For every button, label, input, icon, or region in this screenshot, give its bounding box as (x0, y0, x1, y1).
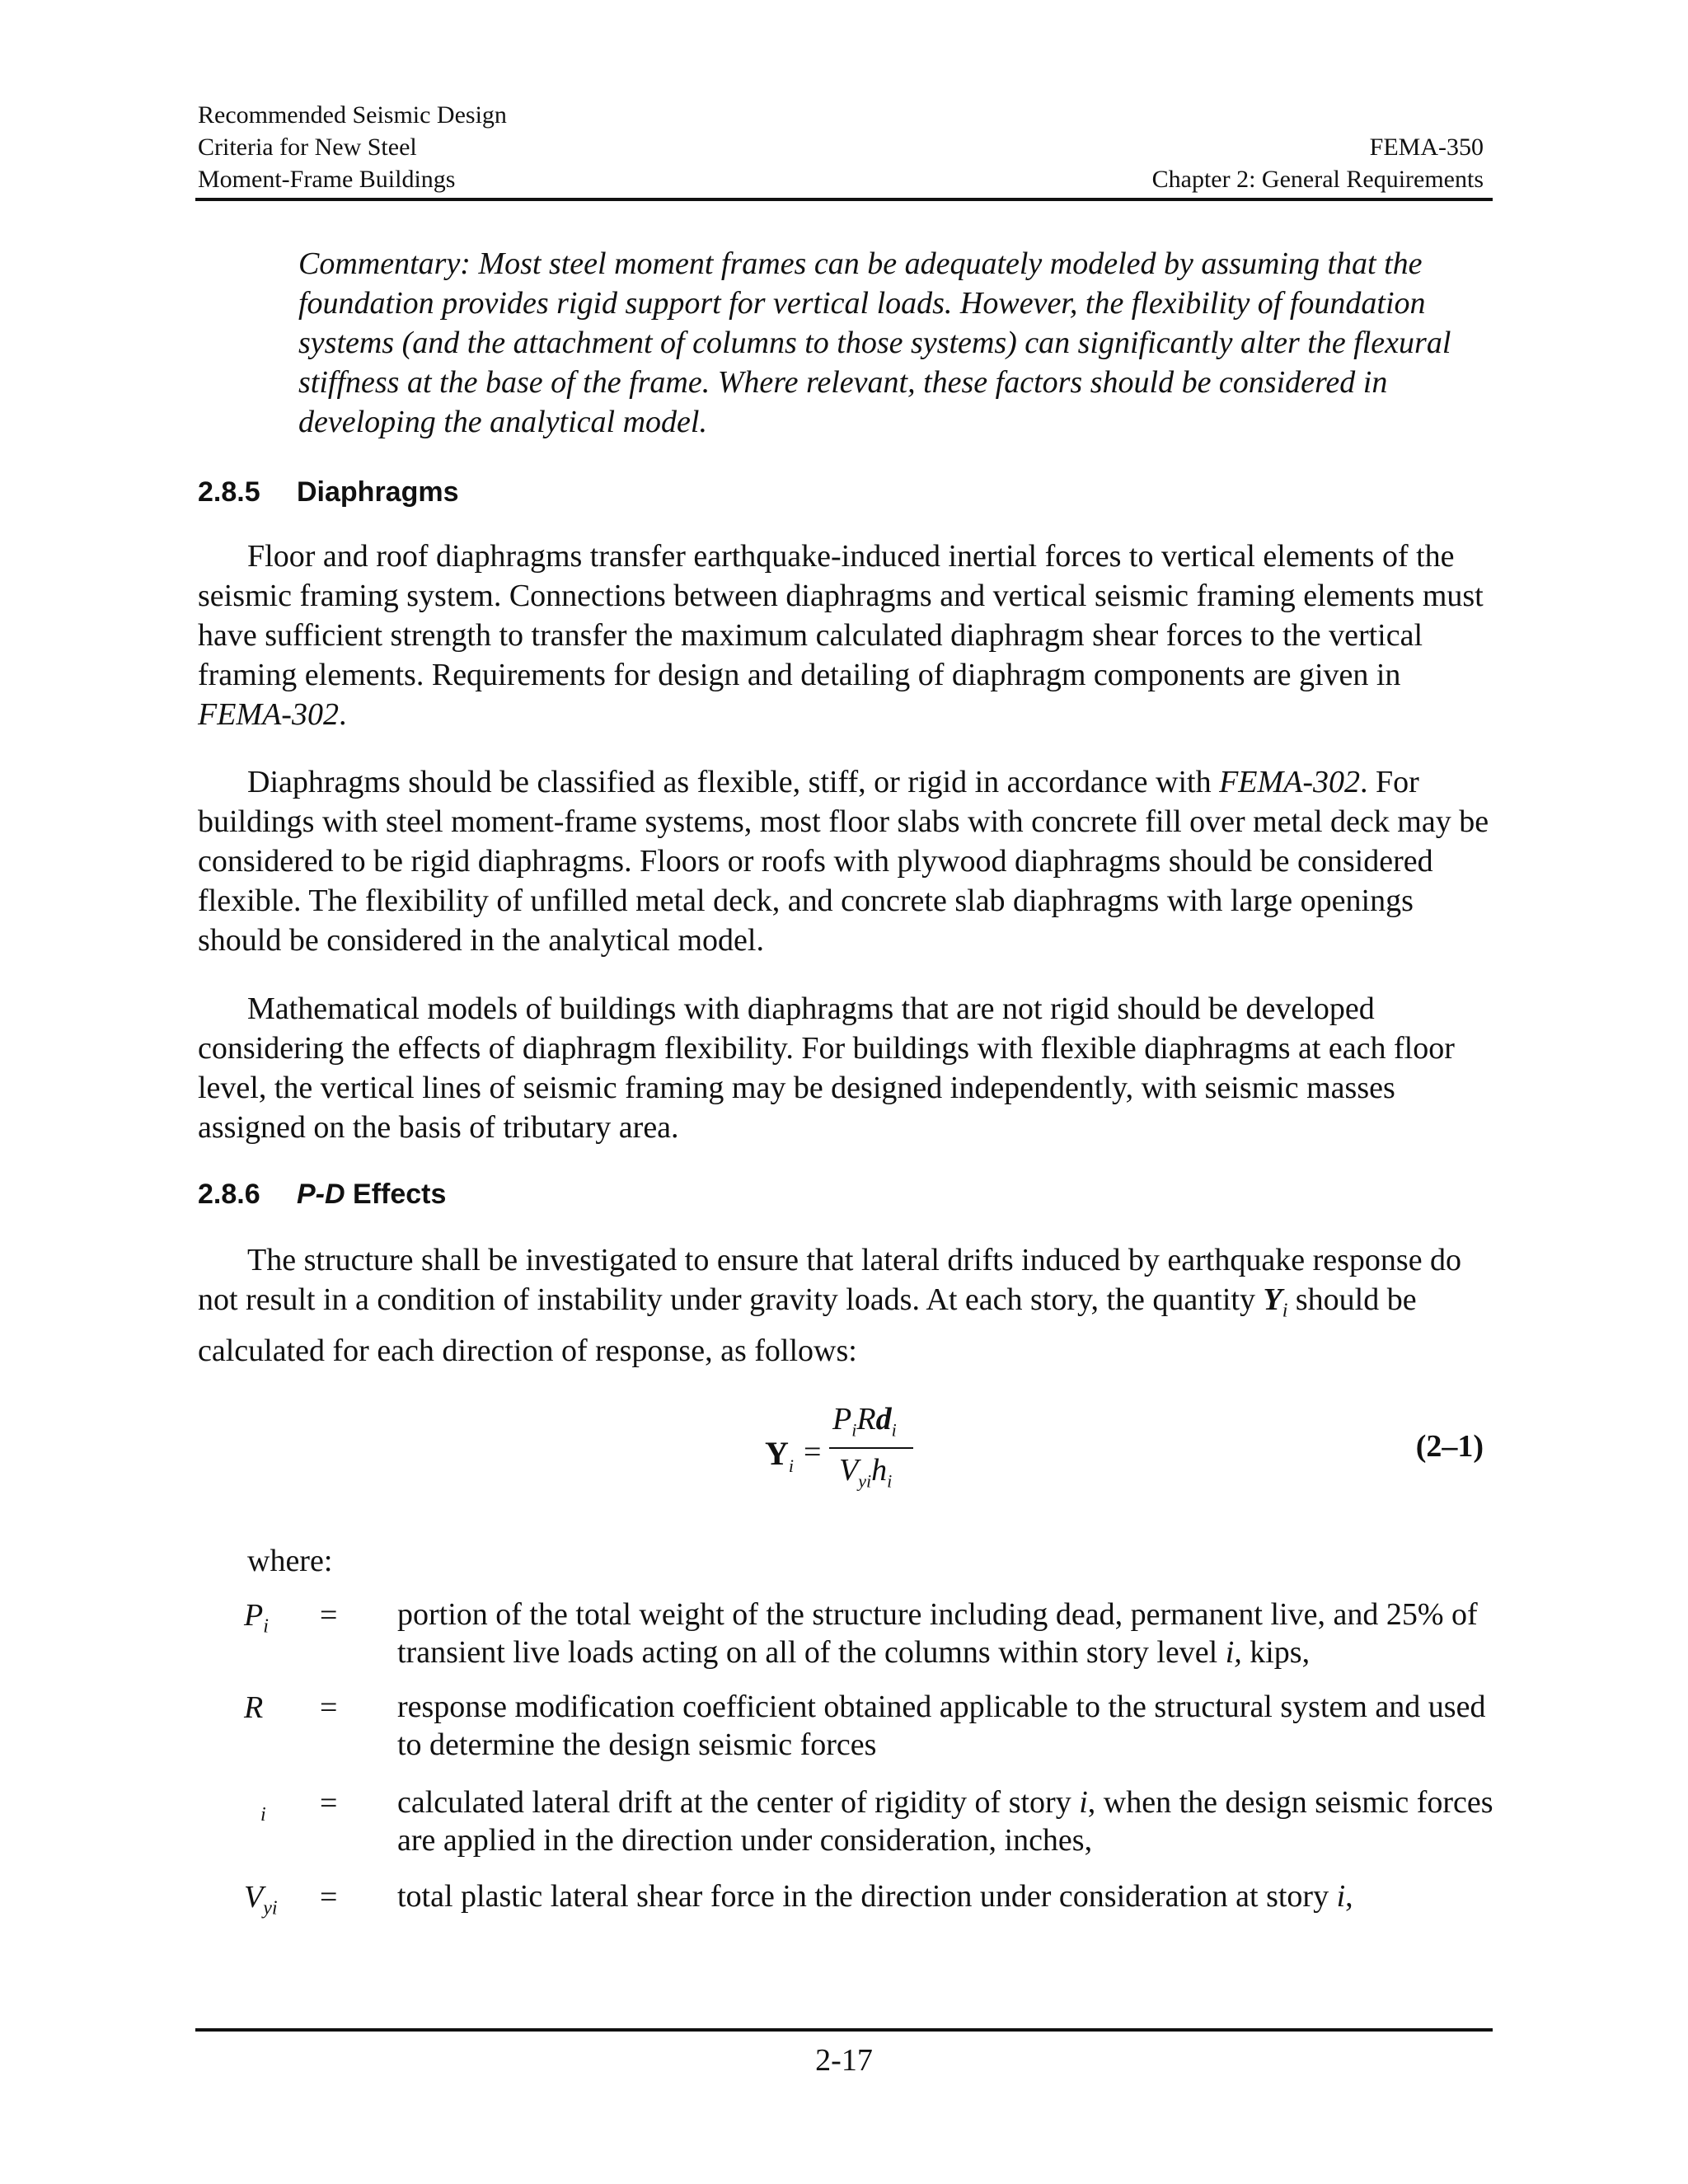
equation-number: (2–1) (1415, 1429, 1484, 1464)
section-number: 2.8.6 (198, 1179, 260, 1210)
definition-equals: = (320, 1786, 338, 1821)
section-number: 2.8.5 (198, 476, 260, 508)
paragraph-text: should be calculated for each direction of response, as follows: (198, 1282, 1417, 1368)
definition-text (397, 1783, 1493, 1859)
equation-denominator (839, 1452, 892, 1493)
commentary-block: Commentary: Most steel moment frames can be adequately modeled by assuming that the foundation provides rigid support for vertical loads. However, the flexibility of foundation systems (and the attachment of columns to those systems) can significantly alter the flexural stiffness at the base of the frame. Where relevant, these factors should be considered in developing the analytical model. (298, 246, 1451, 439)
fraction-bar (829, 1447, 913, 1449)
definition-text-part: calculated lateral drift at the center of rigidity of story (397, 1785, 1080, 1820)
math-symbol: P (832, 1402, 852, 1436)
paragraph-text: Floor and roof diaphragms transfer earthquake-induced inertial forces to vertical elements of the seismic framing system. Connections between diaphragms and vertical seismic framing elements must have sufficient strength to transfer the maximum calculated diaphragm shear forces to the vertical framing elements. Requirements for design and detailing of diaphragm components are given in (198, 539, 1484, 692)
header-right-line-2: Chapter 2: General Requirements (1151, 166, 1484, 193)
definition-symbol (244, 1879, 278, 1920)
header-left-line-3: Moment-Frame Buildings (198, 166, 456, 193)
math-symbol: Y (765, 1435, 789, 1472)
paragraph-text: . (338, 697, 347, 732)
math-subscript: i (1282, 1300, 1288, 1322)
equation-lhs (765, 1434, 794, 1477)
paragraph-285-1 (198, 537, 1492, 734)
math-symbol: R (244, 1690, 264, 1725)
math-subscript: yi (858, 1470, 872, 1492)
where-label: where: (247, 1544, 333, 1578)
page-number: 2-17 (815, 2043, 873, 2078)
math-subscript: i (891, 1419, 897, 1441)
math-variable: i, (1225, 1635, 1242, 1670)
definition-symbol (244, 1597, 269, 1638)
math-symbol: Y (1263, 1282, 1282, 1317)
definition-equals: = (320, 1598, 338, 1633)
definition-text-part: total plastic lateral shear force in the direction under consideration at story (397, 1879, 1337, 1914)
definition-equals: = (320, 1690, 338, 1725)
paragraph-text: The structure shall be investigated to ensure that lateral drifts induced by earthquake response do not result in a condition of instability under gravity loads. At each story, the quantity (198, 1243, 1462, 1317)
running-header-right (1152, 131, 1484, 195)
math-subscript: i (788, 1455, 795, 1476)
definition-equals: = (320, 1880, 338, 1915)
section-title: Effects (353, 1179, 447, 1210)
paragraph-285-2 (198, 762, 1492, 960)
math-symbol: V (244, 1880, 264, 1915)
header-left-line-1: Recommended Seismic Design (198, 101, 507, 129)
math-subscript: i (887, 1470, 893, 1492)
running-header-left (198, 99, 507, 195)
math-variable: i (1079, 1785, 1088, 1820)
section-title: Diaphragms (297, 476, 459, 508)
definition-text-part: portion of the total weight of the structure including dead, permanent live, and 25% of transient live loads acting on all of the columns within story level (397, 1597, 1478, 1670)
reference-link: FEMA-302 (198, 697, 339, 732)
equation-numerator (832, 1401, 897, 1441)
definition-text (397, 1596, 1493, 1671)
math-subscript: i (851, 1419, 857, 1441)
math-subscript: i (260, 1803, 266, 1825)
section-heading-286 (198, 1179, 446, 1211)
paragraph-286-1 (198, 1240, 1492, 1371)
paragraph-text: Diaphragms should be classified as flexible, stiff, or rigid in accordance with (247, 765, 1220, 799)
header-rule (195, 198, 1493, 201)
paragraph-text: . For buildings with steel moment-frame systems, most floor slabs with concrete fill over metal deck may be considered to be rigid diaphragms. Floors or roofs with plywood diaphragms should be considered flexible. The flexibility of unfilled metal deck, and concrete slab diaphragms with large openings should be considered in the analytical model. (198, 765, 1489, 958)
math-subscript: yi (263, 1897, 278, 1919)
math-symbol: h (871, 1453, 888, 1488)
math-symbol: V (839, 1453, 859, 1488)
paragraph-285-3: Mathematical models of buildings with diaphragms that are not rigid should be developed considering the effects of diaphragm flexibility. For buildings with flexible diaphragms at each floor level, the vertical lines of seismic framing may be designed independently, with seismic masses assigned on the basis of tributary area. (198, 991, 1455, 1145)
definition-symbol (244, 1785, 266, 1826)
reference-link: FEMA-302 (1219, 765, 1361, 799)
definition-text-part: kips, (1241, 1635, 1311, 1670)
math-symbol: P (244, 1598, 264, 1633)
header-right-line-1: FEMA-350 (1369, 134, 1484, 161)
section-heading-285 (198, 476, 459, 509)
equation-equals: = (804, 1435, 822, 1469)
definition-text: response modification coefficient obtained applicable to the structural system and used to determine the design seismic forces (397, 1690, 1486, 1762)
math-variable: i (1336, 1879, 1346, 1914)
math-symbol: R (856, 1402, 876, 1436)
definition-text (397, 1877, 1493, 1915)
math-subscript: i (263, 1615, 269, 1638)
section-title-symbol: P-D (297, 1179, 345, 1210)
math-symbol: d (875, 1402, 892, 1436)
definition-text-part: , (1345, 1879, 1353, 1914)
header-left-line-2: Criteria for New Steel (198, 134, 417, 161)
definition-symbol (244, 1690, 263, 1726)
footer-rule (195, 2028, 1493, 2032)
definition-text-part: , when the design seismic forces are applied in the direction under consideration, inches, (397, 1785, 1493, 1858)
